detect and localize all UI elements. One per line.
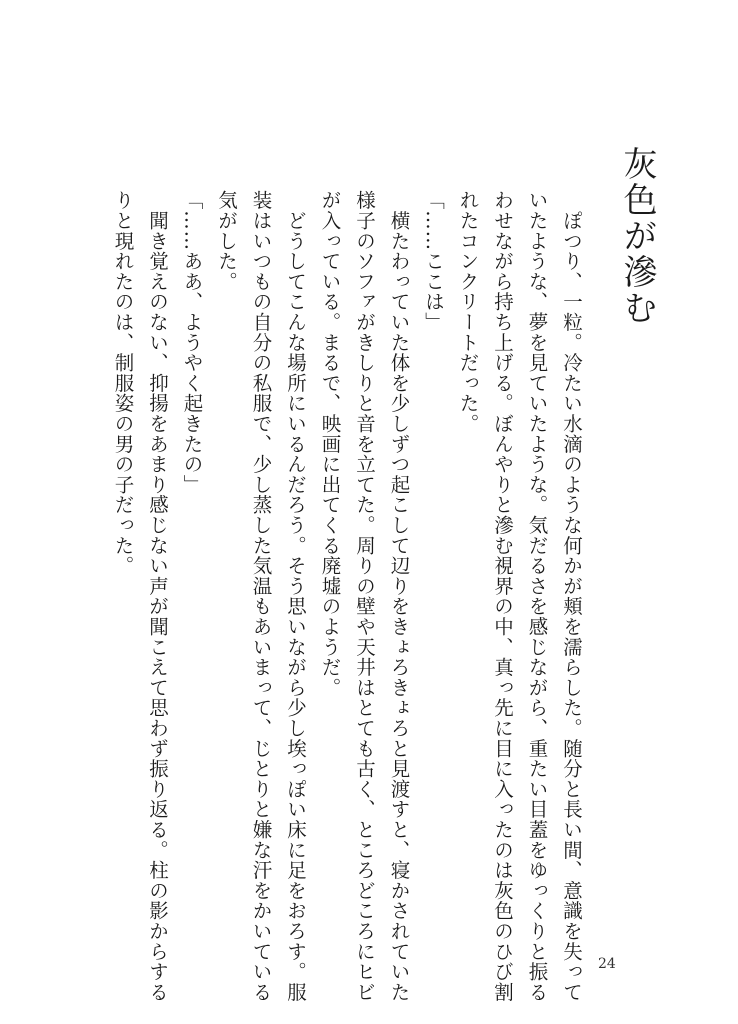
text-line: りと現れたのは、制服姿の男の子だった。 [111, 190, 135, 576]
page-number: 24 [598, 956, 616, 972]
text-line: いたような、夢を見ていたような。気だるさを感じながら、重たい目蓋をゆっくりと振る [525, 190, 549, 1002]
text-line: 「……ああ、ようやく起きたの」 [180, 190, 204, 495]
text-line: が入っている。まるで、映画に出てくる廃墟のようだ。 [318, 190, 342, 698]
text-line: 横たわっていた体を少しずつ起こして辺りをきょろきょろと見渡すと、寝かされていた [387, 190, 411, 1002]
text-line: どうしてこんな場所にいるんだろう。そう思いながら少し埃っぽい床に足をおろす。服 [284, 190, 307, 1002]
chapter-title: 灰色が滲む [617, 146, 657, 326]
text-line: 「……ここは」 [422, 190, 445, 333]
text-line: わせながら持ち上げる。ぼんやりと滲む視界の中、真っ先に目に入ったのは灰色のひび割 [491, 190, 514, 1002]
text-line: 聞き覚えのない、抑揚をあまり感じない声が聞こえて思わず振り返る。柱の影からする [146, 190, 169, 1002]
text-line: れたコンクリートだった。 [456, 190, 480, 434]
text-line: ぽつり、一粒。冷たい水滴のような何かが頬を濡らした。随分と長い間、意識を失って [560, 190, 583, 1002]
text-line: 様子のソファがきしりと音を立てた。周りの壁や天井はとても古く、ところどころにヒビ [353, 190, 376, 1002]
text-line: 装はいつもの自分の私服で、少し蒸した気温もあいまって、じとりと嫌な汗をかいている [249, 190, 273, 1002]
body-text [105, 190, 588, 1002]
text-line: 気がした。 [215, 190, 238, 292]
